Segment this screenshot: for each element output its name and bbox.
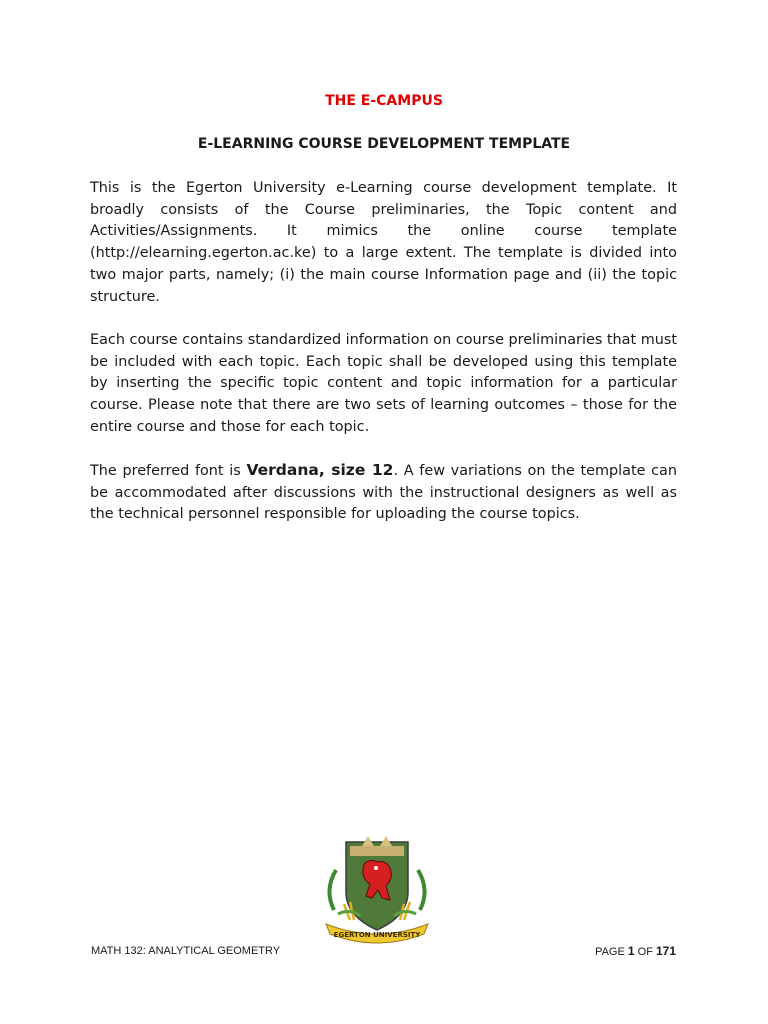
paragraph-font-rest: . A few variations on the template can be accommodated after discussions with the instructional designers as well as the technical personnel responsible for uploading the course topics. <box>90 463 678 523</box>
document-heading: THE E-CAMPUS <box>325 93 443 109</box>
paragraph-font-lead: The preferred font is <box>90 463 247 479</box>
paragraph-intro: This is the Egerton University e-Learning course development template. It broadly consists of the Course preliminaries, the Topic content and Activities/Assignments. It mimics the online course template (http://elearning.egerton.ac.ke) to a large extent. The template is divided into two major parts, namely; (i) the main course Information page and (ii) the topic structure. <box>90 180 677 305</box>
footer-page-total: 171 <box>655 944 676 958</box>
footer-page-current: 1 <box>627 944 635 958</box>
footer-course: MATH 132: ANALYTICAL GEOMETRY <box>91 945 281 957</box>
footer-page-prefix: PAGE <box>595 946 628 958</box>
crest-banner-text: EGERTON UNIVERSITY <box>333 931 421 939</box>
preferred-font-label: Verdana, size 12 <box>246 461 394 479</box>
egerton-crest-icon <box>320 834 434 944</box>
document-subheading: E-LEARNING COURSE DEVELOPMENT TEMPLATE <box>197 136 571 152</box>
footer-page-number <box>595 944 676 958</box>
paragraph-font <box>90 460 677 526</box>
footer-page-of: OF <box>634 946 656 958</box>
paragraph-course-info: Each course contains standardized information on course preliminaries that must be included with each topic. Each topic shall be developed using this template by inserting the specific topic content and topic information for a particular course. Please note that there are two sets of learning outcomes – those for the entire course and those for each topic. <box>90 332 677 435</box>
